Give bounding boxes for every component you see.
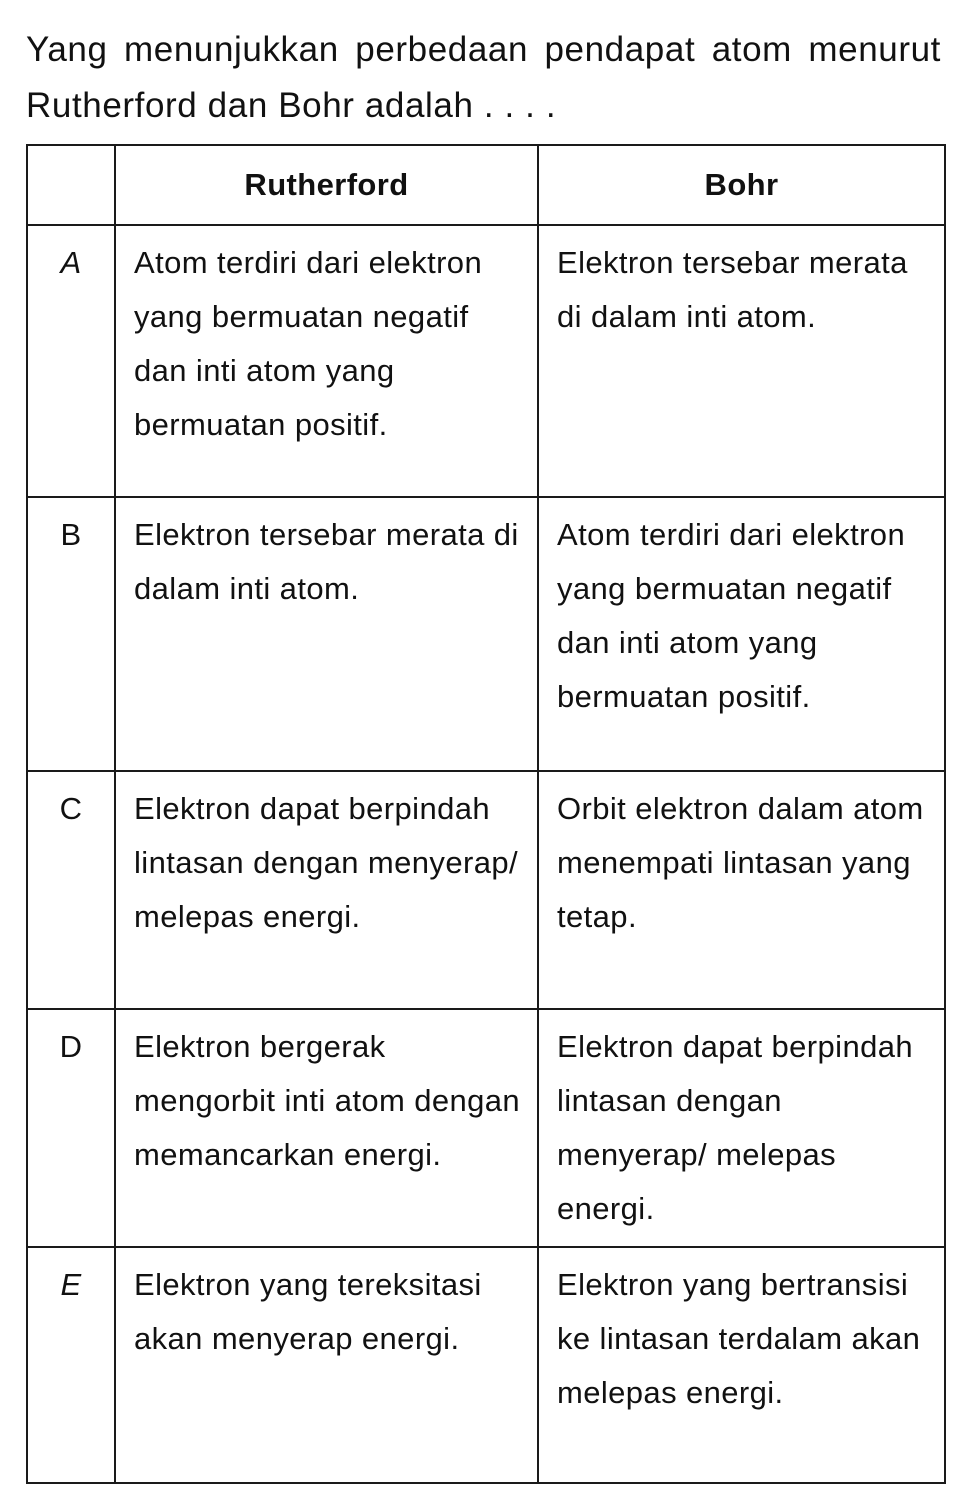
bohr-cell: [538, 225, 945, 497]
header-option: [27, 145, 115, 225]
table-row-option-d: [27, 1009, 945, 1247]
bohr-cell: [538, 771, 945, 1009]
option-letter: E: [27, 1247, 115, 1483]
table-row-option-b: [27, 497, 945, 771]
rutherford-statement: Elektron yang tereksitasi akan menyerap energi.: [134, 1267, 482, 1356]
question-text: Yang menunjukkan perbedaan pendapat atom menurut Rutherford dan Bohr adalah . . . .: [26, 30, 941, 125]
bohr-cell: [538, 1247, 945, 1483]
rutherford-statement: Elektron bergerak mengorbit inti atom dengan memancarkan energi.: [134, 1029, 521, 1172]
table-row-option-c: [27, 771, 945, 1009]
table-row-option-a: [27, 225, 945, 497]
bohr-statement: Atom terdiri dari elektron yang bermuatan negatif dan inti atom yang bermuatan positif.: [557, 517, 906, 714]
header-bohr: Bohr: [538, 145, 945, 225]
rutherford-cell: [115, 1247, 538, 1483]
bohr-statement: Elektron dapat berpindah lintasan dengan menyerap/ melepas energi.: [557, 1029, 914, 1226]
bohr-cell: [538, 1009, 945, 1247]
header-rutherford: Rutherford: [115, 145, 538, 225]
option-letter: D: [27, 1009, 115, 1247]
bohr-statement: Elektron tersebar merata di dalam inti atom.: [557, 245, 908, 334]
rutherford-cell: [115, 497, 538, 771]
rutherford-cell: [115, 771, 538, 1009]
bohr-statement: Elektron yang bertransisi ke lintasan terdalam akan melepas energi.: [557, 1267, 921, 1410]
option-letter: C: [27, 771, 115, 1009]
answer-table: [26, 144, 946, 1484]
table-row-option-e: [27, 1247, 945, 1483]
rutherford-cell: [115, 225, 538, 497]
bohr-statement: Orbit elektron dalam atom menempati lintasan yang tetap.: [557, 791, 924, 934]
rutherford-statement: Elektron tersebar merata di dalam inti atom.: [134, 517, 519, 606]
option-letter: A: [27, 225, 115, 497]
table-header-row: [27, 145, 945, 225]
rutherford-cell: [115, 1009, 538, 1247]
rutherford-statement: Atom terdiri dari elektron yang bermuatan negatif dan inti atom yang bermuatan positif.: [134, 245, 483, 442]
rutherford-statement: Elektron dapat berpindah lintasan dengan menyerap/ melepas energi.: [134, 791, 518, 934]
bohr-cell: [538, 497, 945, 771]
option-letter: B: [27, 497, 115, 771]
